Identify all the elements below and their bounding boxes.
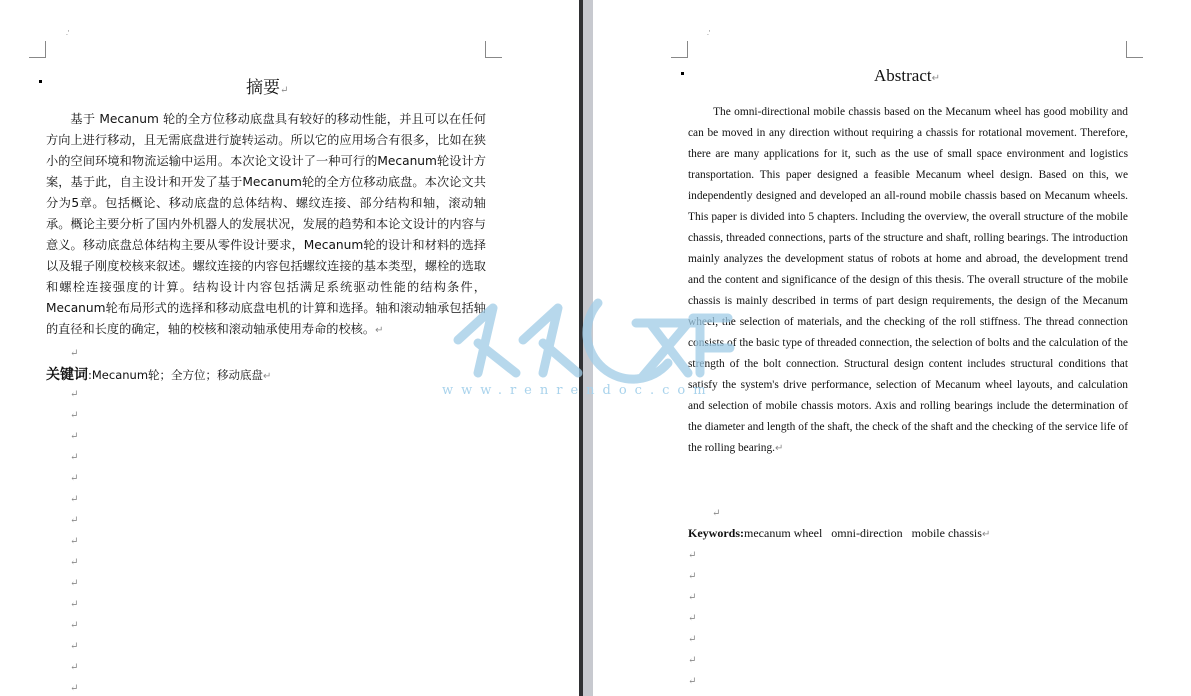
keywords-line-en: Keywords:mecanum wheel omni-direction mobile chassis↵ bbox=[688, 526, 991, 540]
empty-paragraph-marks: ↵ ↵ ↵ ↵ ↵ ↵ ↵ ↵ ↵ ↵ ↵ ↵ ↵ ↵ ↵ bbox=[70, 389, 79, 694]
empty-paragraph-marks: ↵ ↵ ↵ ↵ ↵ ↵ ↵ bbox=[688, 550, 697, 687]
empty-paragraph-mark: ↵ bbox=[70, 348, 79, 359]
paragraph-bullet bbox=[39, 80, 42, 83]
margin-corner-mark bbox=[671, 41, 688, 58]
paragraph-bullet bbox=[681, 72, 684, 75]
abstract-body-cn: 基于 Mecanum 轮的全方位移动底盘具有较好的移动性能，并且可以在任何方向上进行移动，且无需底盘进行旋转运动。所以它的应用场合有很多，比如在狭小的空间环境和物流运输中运用。本次论文设计了一种可行的Mecanum轮设计方案，基于此，自主设计和开发了基于Mecanum轮的全方位移动底盘。本次论文共分为5章。包括概论、移动底盘的总体结构、螺纹连接、部分结构和轴，滚动轴承。概论主要分析了国内外机器人的发展状况，发展的趋势和本论文设计的内容与意义。移动底盘总体结构主要从零件设计要求，Mecanum轮的设计和材料的选择以及辊子刚度校核来叙述。螺纹连接的内容包括螺纹连接的基本类型，螺栓的选取和螺栓连接强度的计算。结构设计内容包括满足系统驱动性能的结构条件，Mecanum轮布局形式的选择和移动底盘电机的计算和选择。轴和滚动轴承包括轴的直径和长度的确定，轴的校核和滚动轴承使用寿命的校核。↵ bbox=[46, 112, 486, 336]
margin-corner-mark bbox=[1126, 41, 1143, 58]
right-document-page bbox=[593, 0, 1191, 696]
header-mark: .' bbox=[707, 30, 711, 37]
abstract-title-cn: 摘要↵ bbox=[246, 78, 289, 98]
margin-corner-mark bbox=[29, 41, 46, 58]
abstract-title-en: Abstract↵ bbox=[874, 66, 940, 85]
left-document-page bbox=[0, 0, 579, 696]
keywords-line-cn: 关键词:Mecanum轮；全方位；移动底盘↵ bbox=[46, 367, 272, 383]
empty-paragraph-mark: ↵ bbox=[712, 508, 721, 519]
watermark-url: www.renrendoc.com bbox=[442, 383, 714, 398]
page-gap-divider bbox=[579, 0, 593, 696]
abstract-body-en: The omni-directional mobile chassis based on the Mecanum wheel has good mobility and can be moved in any direction without requiring a chassis for rotational movement. Therefore, there are many applications for it, such as the use of small space environment and logistics transportation. This paper designed a feasible Mecanum wheel design. Based on this, we independently designed and developed an all-round mobile chassis based on Mecanum wheels. This paper is divided into 5 chapters. Including the overview, the overall structure of the mobile chassis, threaded connections, parts of the structure and shaft, rolling bearings. The introduction mainly analyzes the development status of robots at home and abroad, the development trend and the content and significance of the design of this thesis. The overall structure of the mobile chassis is mainly described in terms of part design requirements, the design of the Mecanum wheel, the selection of materials, and the checking of the roll stiffness. The thread connection consists of the basic type of threaded connection, the selection of bolts and the calculation of the strength of the bolt connection. Structural design content includes structural conditions that satisfy the system's drive performance, selection of Mecanum wheel layouts, and calculation and selection of mobile chassis motors. Axis and rolling bearings include the determination of the diameter and length of the shaft, the check of the shaft and the checking of the service life of the rolling bearing.↵ bbox=[688, 106, 1128, 454]
margin-corner-mark bbox=[485, 41, 502, 58]
header-mark: .' bbox=[66, 30, 70, 37]
